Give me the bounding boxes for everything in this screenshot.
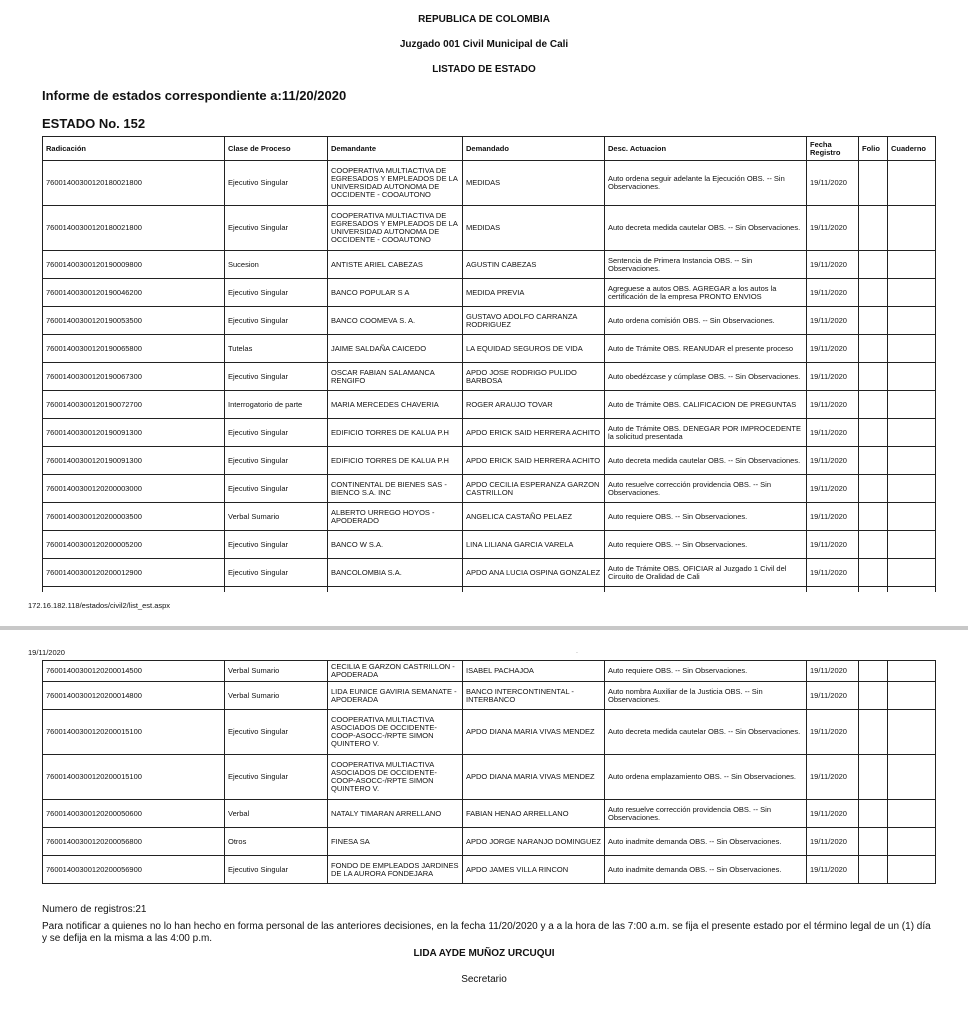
cuaderno-cell xyxy=(888,447,936,475)
demandante-cell: COOPERATIVA MULTIACTIVA ASOCIADOS DE OCCIDENTE-COOP-ASOCC-/RPTE SIMON QUINTERO V. xyxy=(328,710,463,755)
cuaderno-cell xyxy=(888,419,936,447)
folio-cell xyxy=(859,559,888,587)
radicacion-cell: 76001400300120200014500 xyxy=(43,661,225,682)
table-body-page-2 xyxy=(43,661,936,884)
clase-proceso-cell: Otros xyxy=(225,828,328,856)
table-row xyxy=(43,755,936,800)
clase-proceso-cell: Ejecutivo Singular xyxy=(225,307,328,335)
desc-actuacion-cell: Auto decreta medida cautelar OBS. -- Sin Observaciones. xyxy=(605,447,807,475)
cuaderno-cell xyxy=(888,682,936,710)
demandante-cell: BANCO COOMEVA S. A. xyxy=(328,307,463,335)
cuaderno-cell xyxy=(888,251,936,279)
clase-proceso-cell: Ejecutivo Singular xyxy=(225,419,328,447)
demandante-cell: NATALY TIMARAN ARRELLANO xyxy=(328,800,463,828)
desc-actuacion-cell: Agreguese a autos OBS. AGREGAR a los autos la certificación de la empresa PRONTO ENVIOS xyxy=(605,279,807,307)
desc-actuacion-cell: Auto inadmite demanda OBS. -- Sin Observaciones. xyxy=(605,828,807,856)
page-2-dot: . xyxy=(576,648,578,655)
table-row xyxy=(43,559,936,587)
clase-proceso-cell: Ejecutivo Singular xyxy=(225,206,328,251)
folio-cell xyxy=(859,307,888,335)
page-url: 172.16.182.118/estados/civil2/list_est.aspx xyxy=(28,601,171,610)
cut-cell xyxy=(43,587,225,592)
table-row xyxy=(43,335,936,363)
demandado-cell: APDO ERICK SAID HERRERA ACHITO xyxy=(463,419,605,447)
demandante-cell: COOPERATIVA MULTIACTIVA DE EGRESADOS Y EMPLEADOS DE LA UNIVERSIDAD AUTONOMA DE OCCIDENTE - COOAUTONO xyxy=(328,206,463,251)
clase-proceso-cell: Verbal Sumario xyxy=(225,503,328,531)
fecha-registro-cell: 19/11/2020 xyxy=(807,363,859,391)
demandante-cell: MARIA MERCEDES CHAVERIA xyxy=(328,391,463,419)
fecha-registro-cell: 19/11/2020 xyxy=(807,559,859,587)
header-republica: REPUBLICA DE COLOMBIA xyxy=(418,14,550,25)
table-header-row xyxy=(43,137,936,161)
clase-proceso-cell: Verbal Sumario xyxy=(225,661,328,682)
fecha-registro-cell: 19/11/2020 xyxy=(807,307,859,335)
radicacion-cell: 76001400300120200015100 xyxy=(43,755,225,800)
demandante-cell: BANCO POPULAR S A xyxy=(328,279,463,307)
demandante-cell: BANCOLOMBIA S.A. xyxy=(328,559,463,587)
desc-actuacion-cell: Auto resuelve corrección providencia OBS. -- Sin Observaciones. xyxy=(605,475,807,503)
table-row xyxy=(43,475,936,503)
cuaderno-cell xyxy=(888,206,936,251)
fecha-registro-cell: 19/11/2020 xyxy=(807,800,859,828)
demandante-cell: CONTINENTAL DE BIENES SAS - BIENCO S.A. INC xyxy=(328,475,463,503)
folio-cell xyxy=(859,363,888,391)
demandado-cell: APDO DIANA MARIA VIVAS MENDEZ xyxy=(463,755,605,800)
demandado-cell: MEDIDA PREVIA xyxy=(463,279,605,307)
cut-cell xyxy=(807,587,859,592)
folio-cell xyxy=(859,661,888,682)
desc-actuacion-cell: Auto ordena seguir adelante la Ejecución OBS. -- Sin Observaciones. xyxy=(605,161,807,206)
folio-cell xyxy=(859,335,888,363)
table-row xyxy=(43,363,936,391)
demandado-cell: APDO ANA LUCIA OSPINA GONZALEZ xyxy=(463,559,605,587)
table-row xyxy=(43,682,936,710)
desc-actuacion-cell: Auto decreta medida cautelar OBS. -- Sin Observaciones. xyxy=(605,710,807,755)
fecha-registro-cell: 19/11/2020 xyxy=(807,161,859,206)
desc-actuacion-cell: Auto de Trámite OBS. OFICIAR al Juzgado 1 Civil del Circuito de Oralidad de Cali xyxy=(605,559,807,587)
estados-table-page-2 xyxy=(42,660,936,884)
clase-proceso-cell: Ejecutivo Singular xyxy=(225,363,328,391)
desc-actuacion-cell: Auto ordena comisión OBS. -- Sin Observaciones. xyxy=(605,307,807,335)
cuaderno-cell xyxy=(888,475,936,503)
folio-cell xyxy=(859,279,888,307)
demandante-cell: COOPERATIVA MULTIACTIVA ASOCIADOS DE OCCIDENTE-COOP-ASOCC-/RPTE SIMON QUINTERO V. xyxy=(328,755,463,800)
demandante-cell: CECILIA E GARZON CASTRILLON - APODERADA xyxy=(328,661,463,682)
numero-registros: Numero de registros:21 xyxy=(42,904,147,915)
radicacion-cell: 76001400300120190046200 xyxy=(43,279,225,307)
col-cuaderno: Cuaderno xyxy=(888,137,936,161)
cuaderno-cell xyxy=(888,503,936,531)
radicacion-cell: 76001400300120200003000 xyxy=(43,475,225,503)
cuaderno-cell xyxy=(888,307,936,335)
folio-cell xyxy=(859,503,888,531)
demandante-cell: ALBERTO URREGO HOYOS - APODERADO xyxy=(328,503,463,531)
radicacion-cell: 76001400300120200012900 xyxy=(43,559,225,587)
fecha-registro-cell: 19/11/2020 xyxy=(807,475,859,503)
cut-cell xyxy=(888,587,936,592)
table-row xyxy=(43,447,936,475)
table-row xyxy=(43,828,936,856)
folio-cell xyxy=(859,531,888,559)
radicacion-cell: 76001400300120180021800 xyxy=(43,206,225,251)
fecha-registro-cell: 19/11/2020 xyxy=(807,391,859,419)
cuaderno-cell xyxy=(888,856,936,884)
cuaderno-cell xyxy=(888,161,936,206)
demandante-cell: BANCO W S.A. xyxy=(328,531,463,559)
notificacion-text: Para notificar a quienes no lo han hecho en forma personal de las anteriores decisiones, en la fecha 11/20/2020 y a a la hora de las 7:00 a.m. se fija el presente estado por el término legal de un (1) día y se defija en la misma a las 4:00 p.m. xyxy=(42,921,931,944)
folio-cell xyxy=(859,828,888,856)
table-cut-edge xyxy=(43,587,936,592)
demandado-cell: BANCO INTERCONTINENTAL - INTERBANCO xyxy=(463,682,605,710)
table-row xyxy=(43,279,936,307)
desc-actuacion-cell: Auto decreta medida cautelar OBS. -- Sin Observaciones. xyxy=(605,206,807,251)
demandado-cell: ANGELICA CASTAÑO PELAEZ xyxy=(463,503,605,531)
table-row xyxy=(43,856,936,884)
desc-actuacion-cell: Auto requiere OBS. -- Sin Observaciones. xyxy=(605,531,807,559)
radicacion-cell: 76001400300120200056800 xyxy=(43,828,225,856)
desc-actuacion-cell: Auto de Trámite OBS. DENEGAR POR IMPROCEDENTE la solicitud presentada xyxy=(605,419,807,447)
table-row xyxy=(43,710,936,755)
col-demandante: Demandante xyxy=(328,137,463,161)
fecha-registro-cell: 19/11/2020 xyxy=(807,856,859,884)
col-demandado: Demandado xyxy=(463,137,605,161)
folio-cell xyxy=(859,710,888,755)
desc-actuacion-cell: Auto ordena emplazamiento OBS. -- Sin Observaciones. xyxy=(605,755,807,800)
fecha-registro-cell: 19/11/2020 xyxy=(807,279,859,307)
radicacion-cell: 76001400300120190091300 xyxy=(43,419,225,447)
demandante-cell: ANTISTE ARIEL CABEZAS xyxy=(328,251,463,279)
demandante-cell: JAIME SALDAÑA CAICEDO xyxy=(328,335,463,363)
radicacion-cell: 76001400300120200056900 xyxy=(43,856,225,884)
demandado-cell: APDO ERICK SAID HERRERA ACHITO xyxy=(463,447,605,475)
fecha-registro-cell: 19/11/2020 xyxy=(807,828,859,856)
radicacion-cell: 76001400300120190091300 xyxy=(43,447,225,475)
cuaderno-cell xyxy=(888,828,936,856)
folio-cell xyxy=(859,800,888,828)
page-divider xyxy=(0,626,968,630)
radicacion-cell: 76001400300120190053500 xyxy=(43,307,225,335)
table-body-page-1 xyxy=(43,161,936,592)
clase-proceso-cell: Ejecutivo Singular xyxy=(225,559,328,587)
folio-cell xyxy=(859,391,888,419)
table-row xyxy=(43,531,936,559)
demandado-cell: APDO JAMES VILLA RINCON xyxy=(463,856,605,884)
cut-cell xyxy=(859,587,888,592)
desc-actuacion-cell: Auto de Trámite OBS. REANUDAR el presente proceso xyxy=(605,335,807,363)
radicacion-cell: 76001400300120200050600 xyxy=(43,800,225,828)
demandante-cell: OSCAR FABIAN SALAMANCA RENGIFO xyxy=(328,363,463,391)
table-row xyxy=(43,161,936,206)
header-listado: LISTADO DE ESTADO xyxy=(432,64,536,75)
table-row xyxy=(43,661,936,682)
fecha-registro-cell: 19/11/2020 xyxy=(807,503,859,531)
folio-cell xyxy=(859,682,888,710)
folio-cell xyxy=(859,447,888,475)
demandado-cell: APDO DIANA MARIA VIVAS MENDEZ xyxy=(463,710,605,755)
fecha-registro-cell: 19/11/2020 xyxy=(807,251,859,279)
cuaderno-cell xyxy=(888,755,936,800)
col-desc-actuacion: Desc. Actuacion xyxy=(605,137,807,161)
clase-proceso-cell: Verbal Sumario xyxy=(225,682,328,710)
col-fecha-registro: Fecha Registro xyxy=(807,137,859,161)
fecha-registro-cell: 19/11/2020 xyxy=(807,661,859,682)
clase-proceso-cell: Ejecutivo Singular xyxy=(225,710,328,755)
estado-number: ESTADO No. 152 xyxy=(42,116,146,131)
cuaderno-cell xyxy=(888,335,936,363)
clase-proceso-cell: Ejecutivo Singular xyxy=(225,856,328,884)
table-row xyxy=(43,251,936,279)
radicacion-cell: 76001400300120190067300 xyxy=(43,363,225,391)
desc-actuacion-cell: Auto resuelve corrección providencia OBS. -- Sin Observaciones. xyxy=(605,800,807,828)
cuaderno-cell xyxy=(888,531,936,559)
demandado-cell: LA EQUIDAD SEGUROS DE VIDA xyxy=(463,335,605,363)
desc-actuacion-cell: Auto de Trámite OBS. CALIFICACION DE PREGUNTAS xyxy=(605,391,807,419)
col-clase-proceso: Clase de Proceso xyxy=(225,137,328,161)
clase-proceso-cell: Ejecutivo Singular xyxy=(225,475,328,503)
estados-table-page-1 xyxy=(42,136,936,592)
folio-cell xyxy=(859,419,888,447)
radicacion-cell: 76001400300120180021800 xyxy=(43,161,225,206)
clase-proceso-cell: Sucesion xyxy=(225,251,328,279)
desc-actuacion-cell: Auto nombra Auxiliar de la Justicia OBS. -- Sin Observaciones. xyxy=(605,682,807,710)
col-folio: Folio xyxy=(859,137,888,161)
cuaderno-cell xyxy=(888,559,936,587)
col-radicacion: Radicación xyxy=(43,137,225,161)
cuaderno-cell xyxy=(888,363,936,391)
desc-actuacion-cell: Auto requiere OBS. -- Sin Observaciones. xyxy=(605,661,807,682)
cuaderno-cell xyxy=(888,661,936,682)
demandante-cell: FONDO DE EMPLEADOS JARDINES DE LA AURORA FONDEJARA xyxy=(328,856,463,884)
clase-proceso-cell: Interrogatorio de parte xyxy=(225,391,328,419)
table-row xyxy=(43,800,936,828)
clase-proceso-cell: Verbal xyxy=(225,800,328,828)
page-2-date: 19/11/2020 xyxy=(28,648,65,657)
desc-actuacion-cell: Auto requiere OBS. -- Sin Observaciones. xyxy=(605,503,807,531)
clase-proceso-cell: Ejecutivo Singular xyxy=(225,161,328,206)
demandante-cell: FINESA SA xyxy=(328,828,463,856)
folio-cell xyxy=(859,475,888,503)
demandante-cell: EDIFICIO TORRES DE KALUA P.H xyxy=(328,419,463,447)
desc-actuacion-cell: Sentencia de Primera Instancia OBS. -- Sin Observaciones. xyxy=(605,251,807,279)
demandado-cell: APDO CECILIA ESPERANZA GARZON CASTRILLON xyxy=(463,475,605,503)
demandante-cell: COOPERATIVA MULTIACTIVA DE EGRESADOS Y EMPLEADOS DE LA UNIVERSIDAD AUTONOMA DE OCCIDENTE - COOAUTONO xyxy=(328,161,463,206)
cut-cell xyxy=(605,587,807,592)
cut-cell xyxy=(328,587,463,592)
radicacion-cell: 76001400300120190072700 xyxy=(43,391,225,419)
demandado-cell: AGUSTIN CABEZAS xyxy=(463,251,605,279)
clase-proceso-cell: Ejecutivo Singular xyxy=(225,447,328,475)
fecha-registro-cell: 19/11/2020 xyxy=(807,335,859,363)
cut-cell xyxy=(225,587,328,592)
fecha-registro-cell: 19/11/2020 xyxy=(807,682,859,710)
demandado-cell: LINA LILIANA GARCIA VARELA xyxy=(463,531,605,559)
demandado-cell: MEDIDAS xyxy=(463,161,605,206)
fecha-registro-cell: 19/11/2020 xyxy=(807,206,859,251)
clase-proceso-cell: Ejecutivo Singular xyxy=(225,755,328,800)
fecha-registro-cell: 19/11/2020 xyxy=(807,531,859,559)
demandante-cell: LIDA EUNICE GAVIRIA SEMANATE - APODERADA xyxy=(328,682,463,710)
table-row xyxy=(43,391,936,419)
fecha-registro-cell: 19/11/2020 xyxy=(807,710,859,755)
clase-proceso-cell: Ejecutivo Singular xyxy=(225,279,328,307)
radicacion-cell: 76001400300120200005200 xyxy=(43,531,225,559)
radicacion-cell: 76001400300120190065800 xyxy=(43,335,225,363)
table-row xyxy=(43,419,936,447)
demandado-cell: APDO JOSE RODRIGO PULIDO BARBOSA xyxy=(463,363,605,391)
demandado-cell: MEDIDAS xyxy=(463,206,605,251)
cuaderno-cell xyxy=(888,800,936,828)
radicacion-cell: 76001400300120200003500 xyxy=(43,503,225,531)
firma-cargo: Secretario xyxy=(461,974,507,985)
demandado-cell: FABIAN HENAO ARRELLANO xyxy=(463,800,605,828)
clase-proceso-cell: Ejecutivo Singular xyxy=(225,531,328,559)
demandado-cell: ISABEL PACHAJOA xyxy=(463,661,605,682)
cuaderno-cell xyxy=(888,710,936,755)
clase-proceso-cell: Tutelas xyxy=(225,335,328,363)
demandado-cell: GUSTAVO ADOLFO CARRANZA RODRIGUEZ xyxy=(463,307,605,335)
demandado-cell: APDO JORGE NARANJO DOMINGUEZ xyxy=(463,828,605,856)
radicacion-cell: 76001400300120200014800 xyxy=(43,682,225,710)
table-row xyxy=(43,503,936,531)
table-row xyxy=(43,307,936,335)
firma-nombre: LIDA AYDE MUÑOZ URCUQUI xyxy=(413,948,555,959)
header-juzgado: Juzgado 001 Civil Municipal de Cali xyxy=(399,39,569,50)
table-row xyxy=(43,206,936,251)
radicacion-cell: 76001400300120190009800 xyxy=(43,251,225,279)
folio-cell xyxy=(859,251,888,279)
informe-title: Informe de estados correspondiente a:11/20/2020 xyxy=(42,88,347,103)
radicacion-cell: 76001400300120200015100 xyxy=(43,710,225,755)
fecha-registro-cell: 19/11/2020 xyxy=(807,447,859,475)
cuaderno-cell xyxy=(888,391,936,419)
folio-cell xyxy=(859,161,888,206)
folio-cell xyxy=(859,206,888,251)
cuaderno-cell xyxy=(888,279,936,307)
desc-actuacion-cell: Auto inadmite demanda OBS. -- Sin Observaciones. xyxy=(605,856,807,884)
folio-cell xyxy=(859,755,888,800)
desc-actuacion-cell: Auto obedézcase y cúmplase OBS. -- Sin Observaciones. xyxy=(605,363,807,391)
fecha-registro-cell: 19/11/2020 xyxy=(807,755,859,800)
demandante-cell: EDIFICIO TORRES DE KALUA P.H xyxy=(328,447,463,475)
demandado-cell: ROGER ARAUJO TOVAR xyxy=(463,391,605,419)
cut-cell xyxy=(463,587,605,592)
fecha-registro-cell: 19/11/2020 xyxy=(807,419,859,447)
folio-cell xyxy=(859,856,888,884)
